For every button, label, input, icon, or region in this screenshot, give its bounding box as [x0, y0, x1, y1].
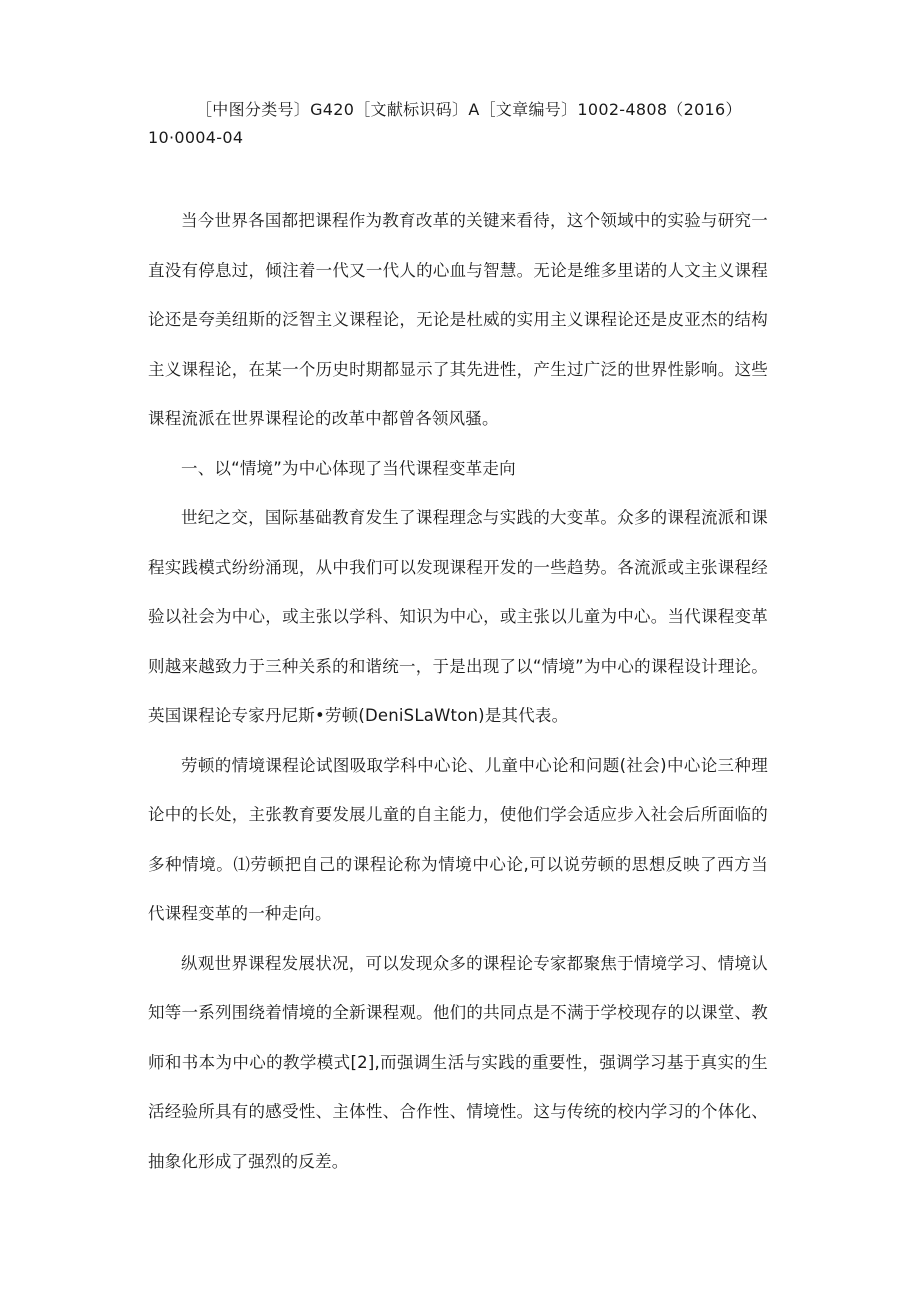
paragraph-overview: 纵观世界课程发展状况，可以发现众多的课程论专家都聚焦于情境学习、情境认知等一系列围绕着情境的全新课程观。他们的共同点是不满于学校现存的以课堂、教师和书本为中心的教学模式[2],而强调生活与实践的重要性，强调学习基于真实的生活经验所具有的感受性、主体性、合作性、情境性。这与传统的校内学习的个体化、抽象化形成了强烈的反差。 — [148, 953, 768, 1171]
article-body — [148, 196, 768, 1186]
classification-header — [148, 96, 788, 152]
classification-line-continued: 10·0004-04 — [148, 128, 244, 147]
paragraph-intro: 当今世界各国都把课程作为教育改革的关键来看待，这个领域中的实验与研究一直没有停息过，倾注着一代又一代人的心血与智慧。无论是维多里诺的人文主义课程论还是夸美纽斯的泛智主义课程论，无论是杜威的实用主义课程论还是皮亚杰的结构主义课程论，在某一个历史时期都显示了其先进性，产生过广泛的世界性影响。这些课程流派在世界课程论的改革中都曾各领风骚。 — [148, 211, 768, 428]
paragraph-trend: 世纪之交，国际基础教育发生了课程理念与实践的大变革。众多的课程流派和课程实践模式纷纷涌现，从中我们可以发现课程开发的一些趋势。各流派或主张课程经验以社会为中心，或主张以学科、知识为中心，或主张以儿童为中心。当代课程变革则越来越致力于三种关系的和谐统一，于是出现了以“情境”为中心的课程设计理论。英国课程论专家丹尼斯•劳顿(DeniSLaWton)是其代表。 — [148, 508, 768, 725]
section-heading: 一、以“情境”为中心体现了当代课程变革走向 — [181, 458, 516, 478]
paragraph-lawton: 劳顿的情境课程论试图吸取学科中心论、儿童中心论和问题(社会)中心论三种理论中的长处，主张教育要发展儿童的自主能力，使他们学会适应步入社会后所面临的多种情境。⑴劳顿把自己的课程论称为情境中心论,可以说劳顿的思想反映了西方当代课程变革的一种走向。 — [148, 755, 768, 923]
classification-line: ［中图分类号〕G420［文献标识码〕A［文章编号〕1002-4808（2016） — [196, 100, 742, 119]
